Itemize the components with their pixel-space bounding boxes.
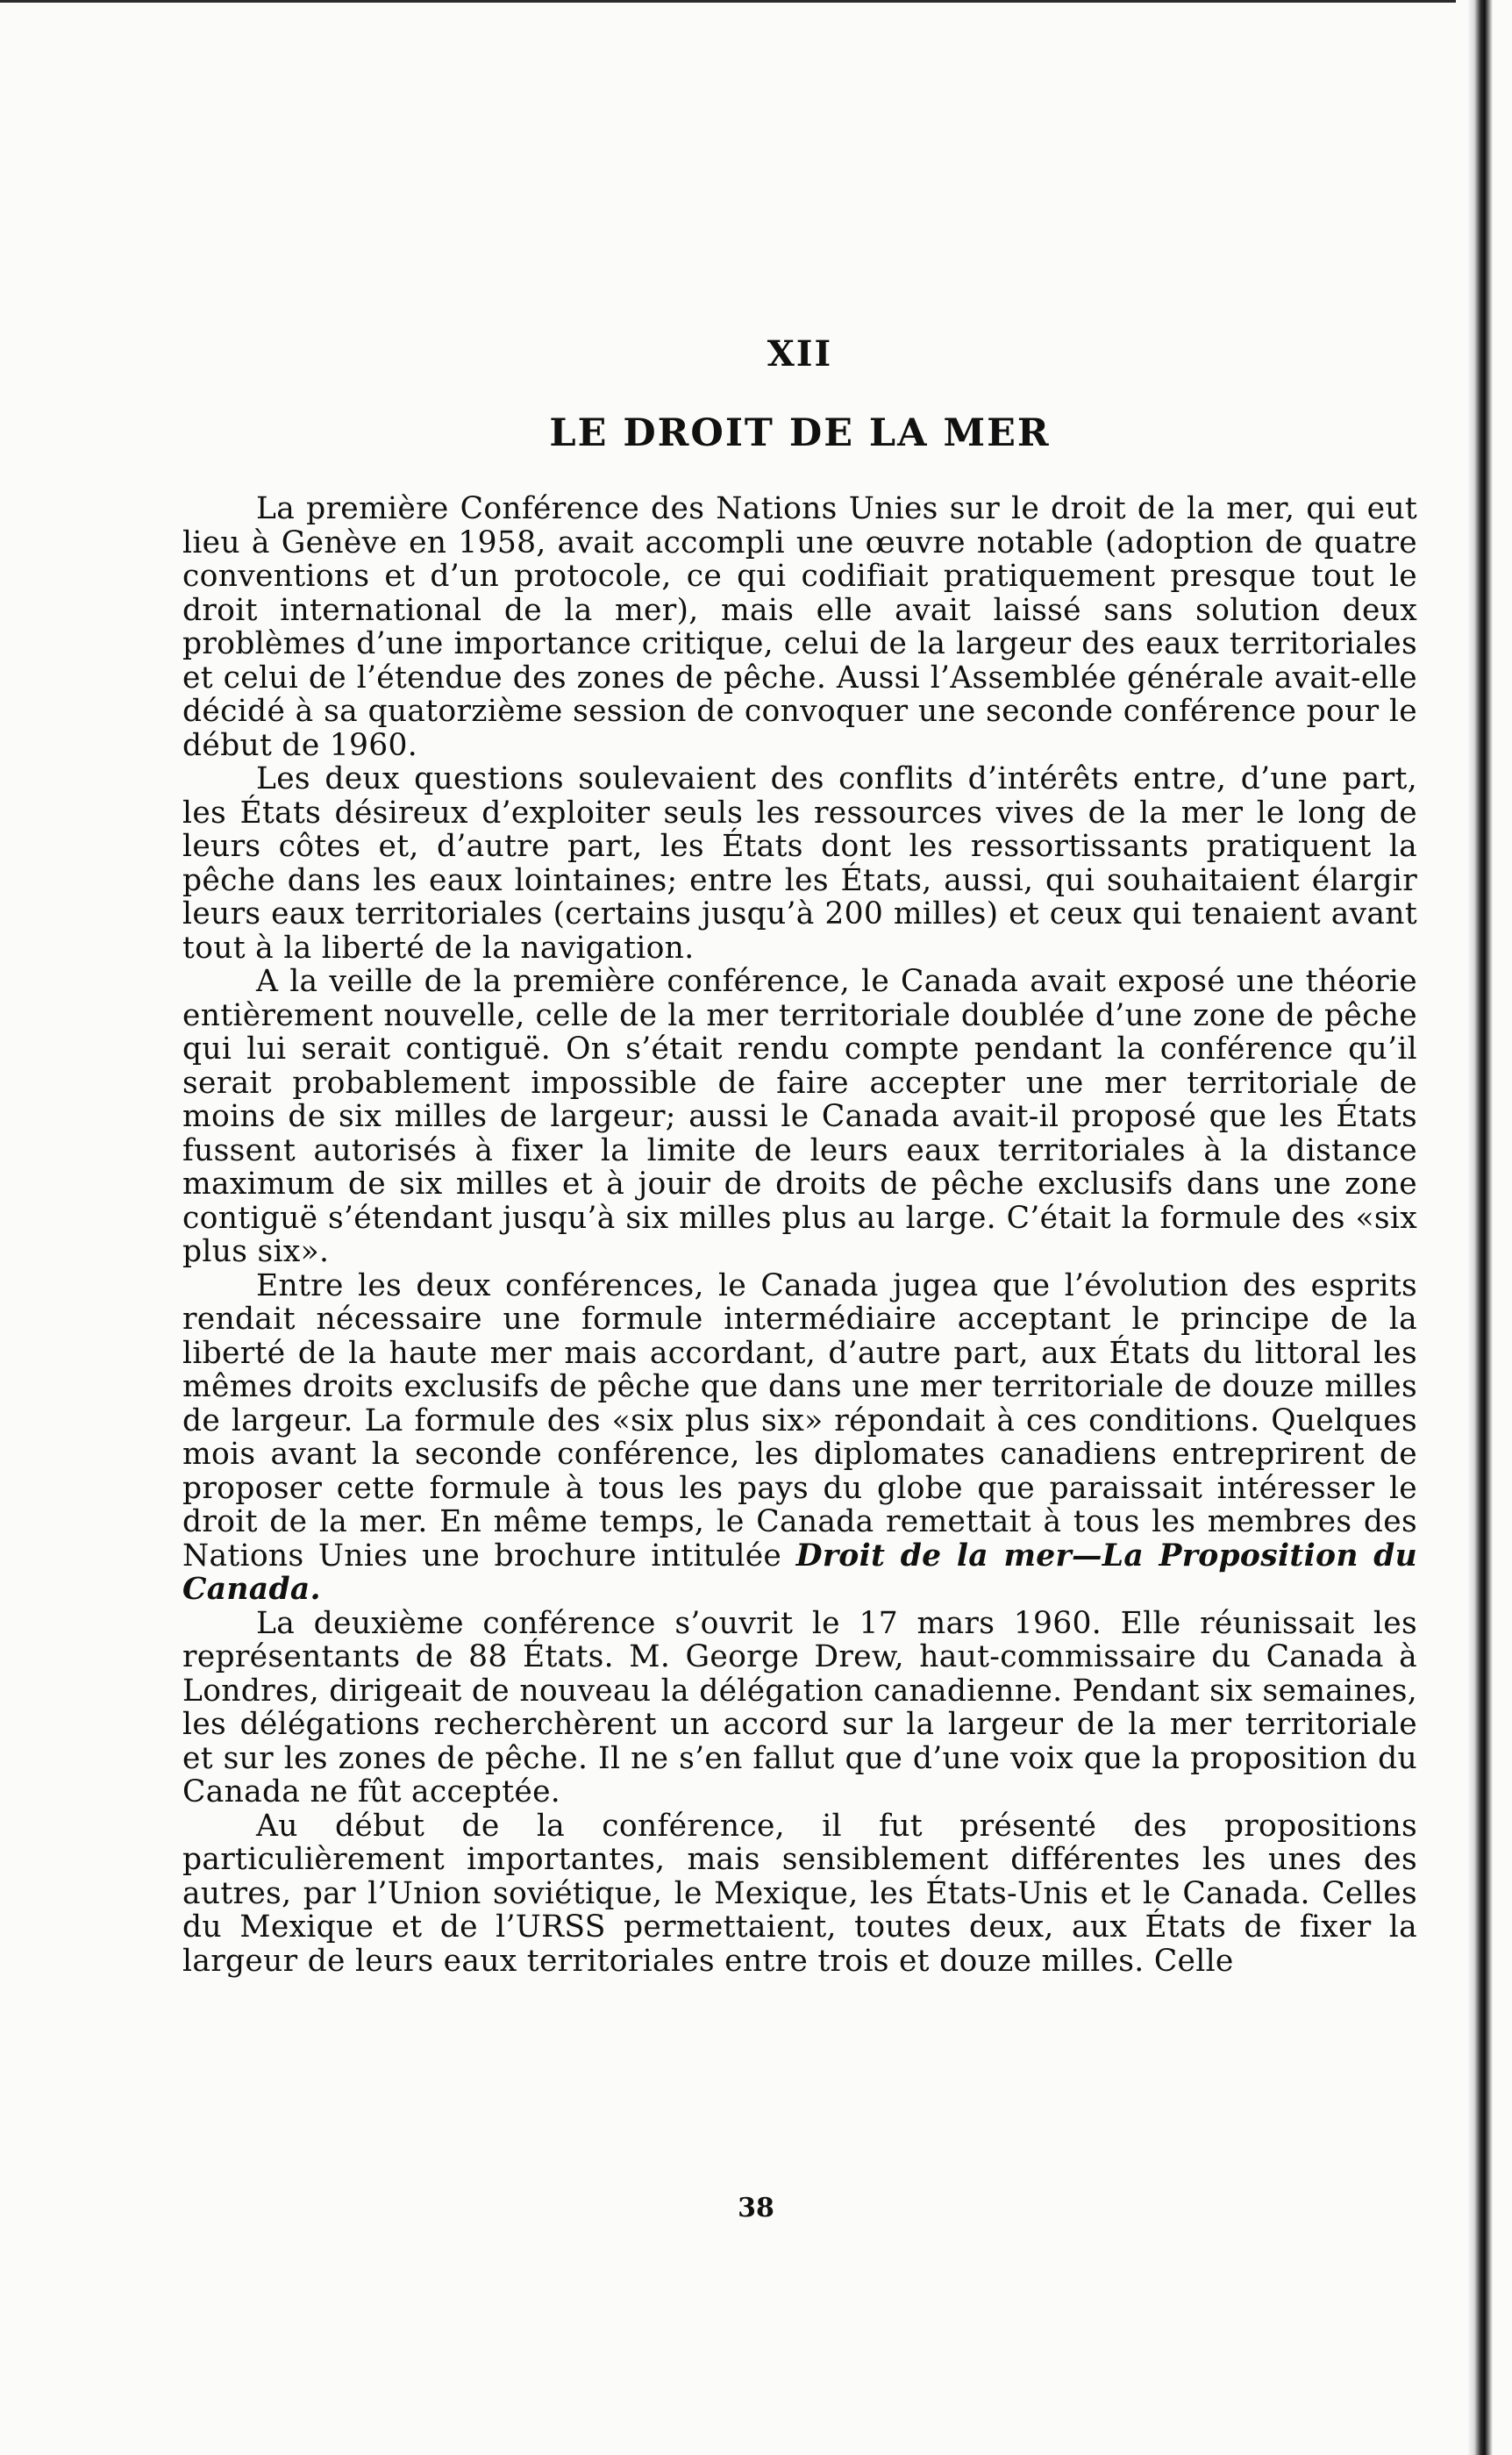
scan-binding-edge: [1466, 0, 1493, 2455]
chapter-title: LE DROIT DE LA MER: [549, 411, 1051, 455]
brochure-title: Droit de la mer—La Proposition du Canada.: [182, 1538, 1417, 1607]
scan-top-edge: [0, 0, 1456, 13]
paragraph-4-text: Entre les deux conférences, le Canada jugea que l’évolution des esprits rendait nécessaire une formule intermédiaire acceptant le principe de la liberté de la haute mer mais accordant, d’autre part, aux États du littoral les mêmes droits exclusifs de pêche que dans une mer territoriale de douze milles de largeur. La formule des «six plus six» répondait à ces conditions. Quelques mois avant la seconde conférence, les diplomates canadiens entreprirent de proposer cette formule à tous les pays du globe que paraissait intéresser le droit de la mer. En même temps, le Canada remettait à tous les membres des Nations Unies une brochure intitulée: [182, 1267, 1417, 1574]
paragraph-3: A la veille de la première conférence, le Canada avait exposé une théorie entièrement nouvelle, celle de la mer territoriale doublée d’une zone de pêche qui lui serait contiguë. On s’était rendu compte pendant la conférence qu’il serait probablement impossible de faire accepter une mer territoriale de moins de six milles de largeur; aussi le Canada avait-il proposé que les États fussent autorisés à fixer la limite de leurs eaux territoriales à la distance maximum de six milles et à jouir de droits de pêche exclusifs dans une zone contiguë s’étendant jusqu’à six milles plus au large. C’était la formule des «six plus six».: [182, 964, 1417, 1269]
chapter-body: [182, 333, 1417, 1978]
paragraph-4: [182, 1269, 1417, 1607]
paragraph-6: Au début de la conférence, il fut présenté des propositions particulièrement importantes, mais sensiblement différentes les unes des autres, par l’Union soviétique, le Mexique, les États-Unis et le Canada. Celles du Mexique et de l’URSS permettaient, toutes deux, aux États de fixer la largeur de leurs eaux territoriales entre trois et douze milles. Celle: [182, 1808, 1417, 1979]
paragraph-1: La première Conférence des Nations Unies sur le droit de la mer, qui eut lieu à Genève en 1958, avait accompli une œuvre notable (adoption de quatre conventions et d’un protocole, ce qui codifiait pratiquement presque tout le droit international de la mer), mais elle avait laissé sans solution deux problèmes d’une importance critique, celui de la largeur des eaux territoriales et celui de l’étendue des zones de pêche. Aussi l’Assemblée générale avait-elle décidé à sa quatorzième session de convoquer une seconde conférence pour le début de 1960.: [182, 491, 1417, 763]
chapter-number: XII: [767, 333, 833, 375]
paragraph-5: La deuxième conférence s’ouvrit le 17 mars 1960. Elle réunissait les représentants de 88 États. M. George Drew, haut-commissaire du Canada à Londres, dirigeait de nouveau la délégation canadienne. Pendant six semaines, les délégations recherchèrent un accord sur la largeur de la mer territoriale et sur les zones de pêche. Il ne s’en fallut que d’une voix que la proposition du Canada ne fût acceptée.: [182, 1605, 1417, 1809]
page-number: 38: [738, 2193, 774, 2223]
paragraph-2: Les deux questions soulevaient des conflits d’intérêts entre, d’une part, les États désireux d’exploiter seuls les ressources vives de la mer le long de leurs côtes et, d’autre part, les États dont les ressortissants pratiquent la pêche dans les eaux lointaines; entre les États, aussi, qui souhaitaient élargir leurs eaux territoriales (certains jusqu’à 200 milles) et ceux qui tenaient avant tout à la liberté de la navigation.: [182, 761, 1417, 966]
